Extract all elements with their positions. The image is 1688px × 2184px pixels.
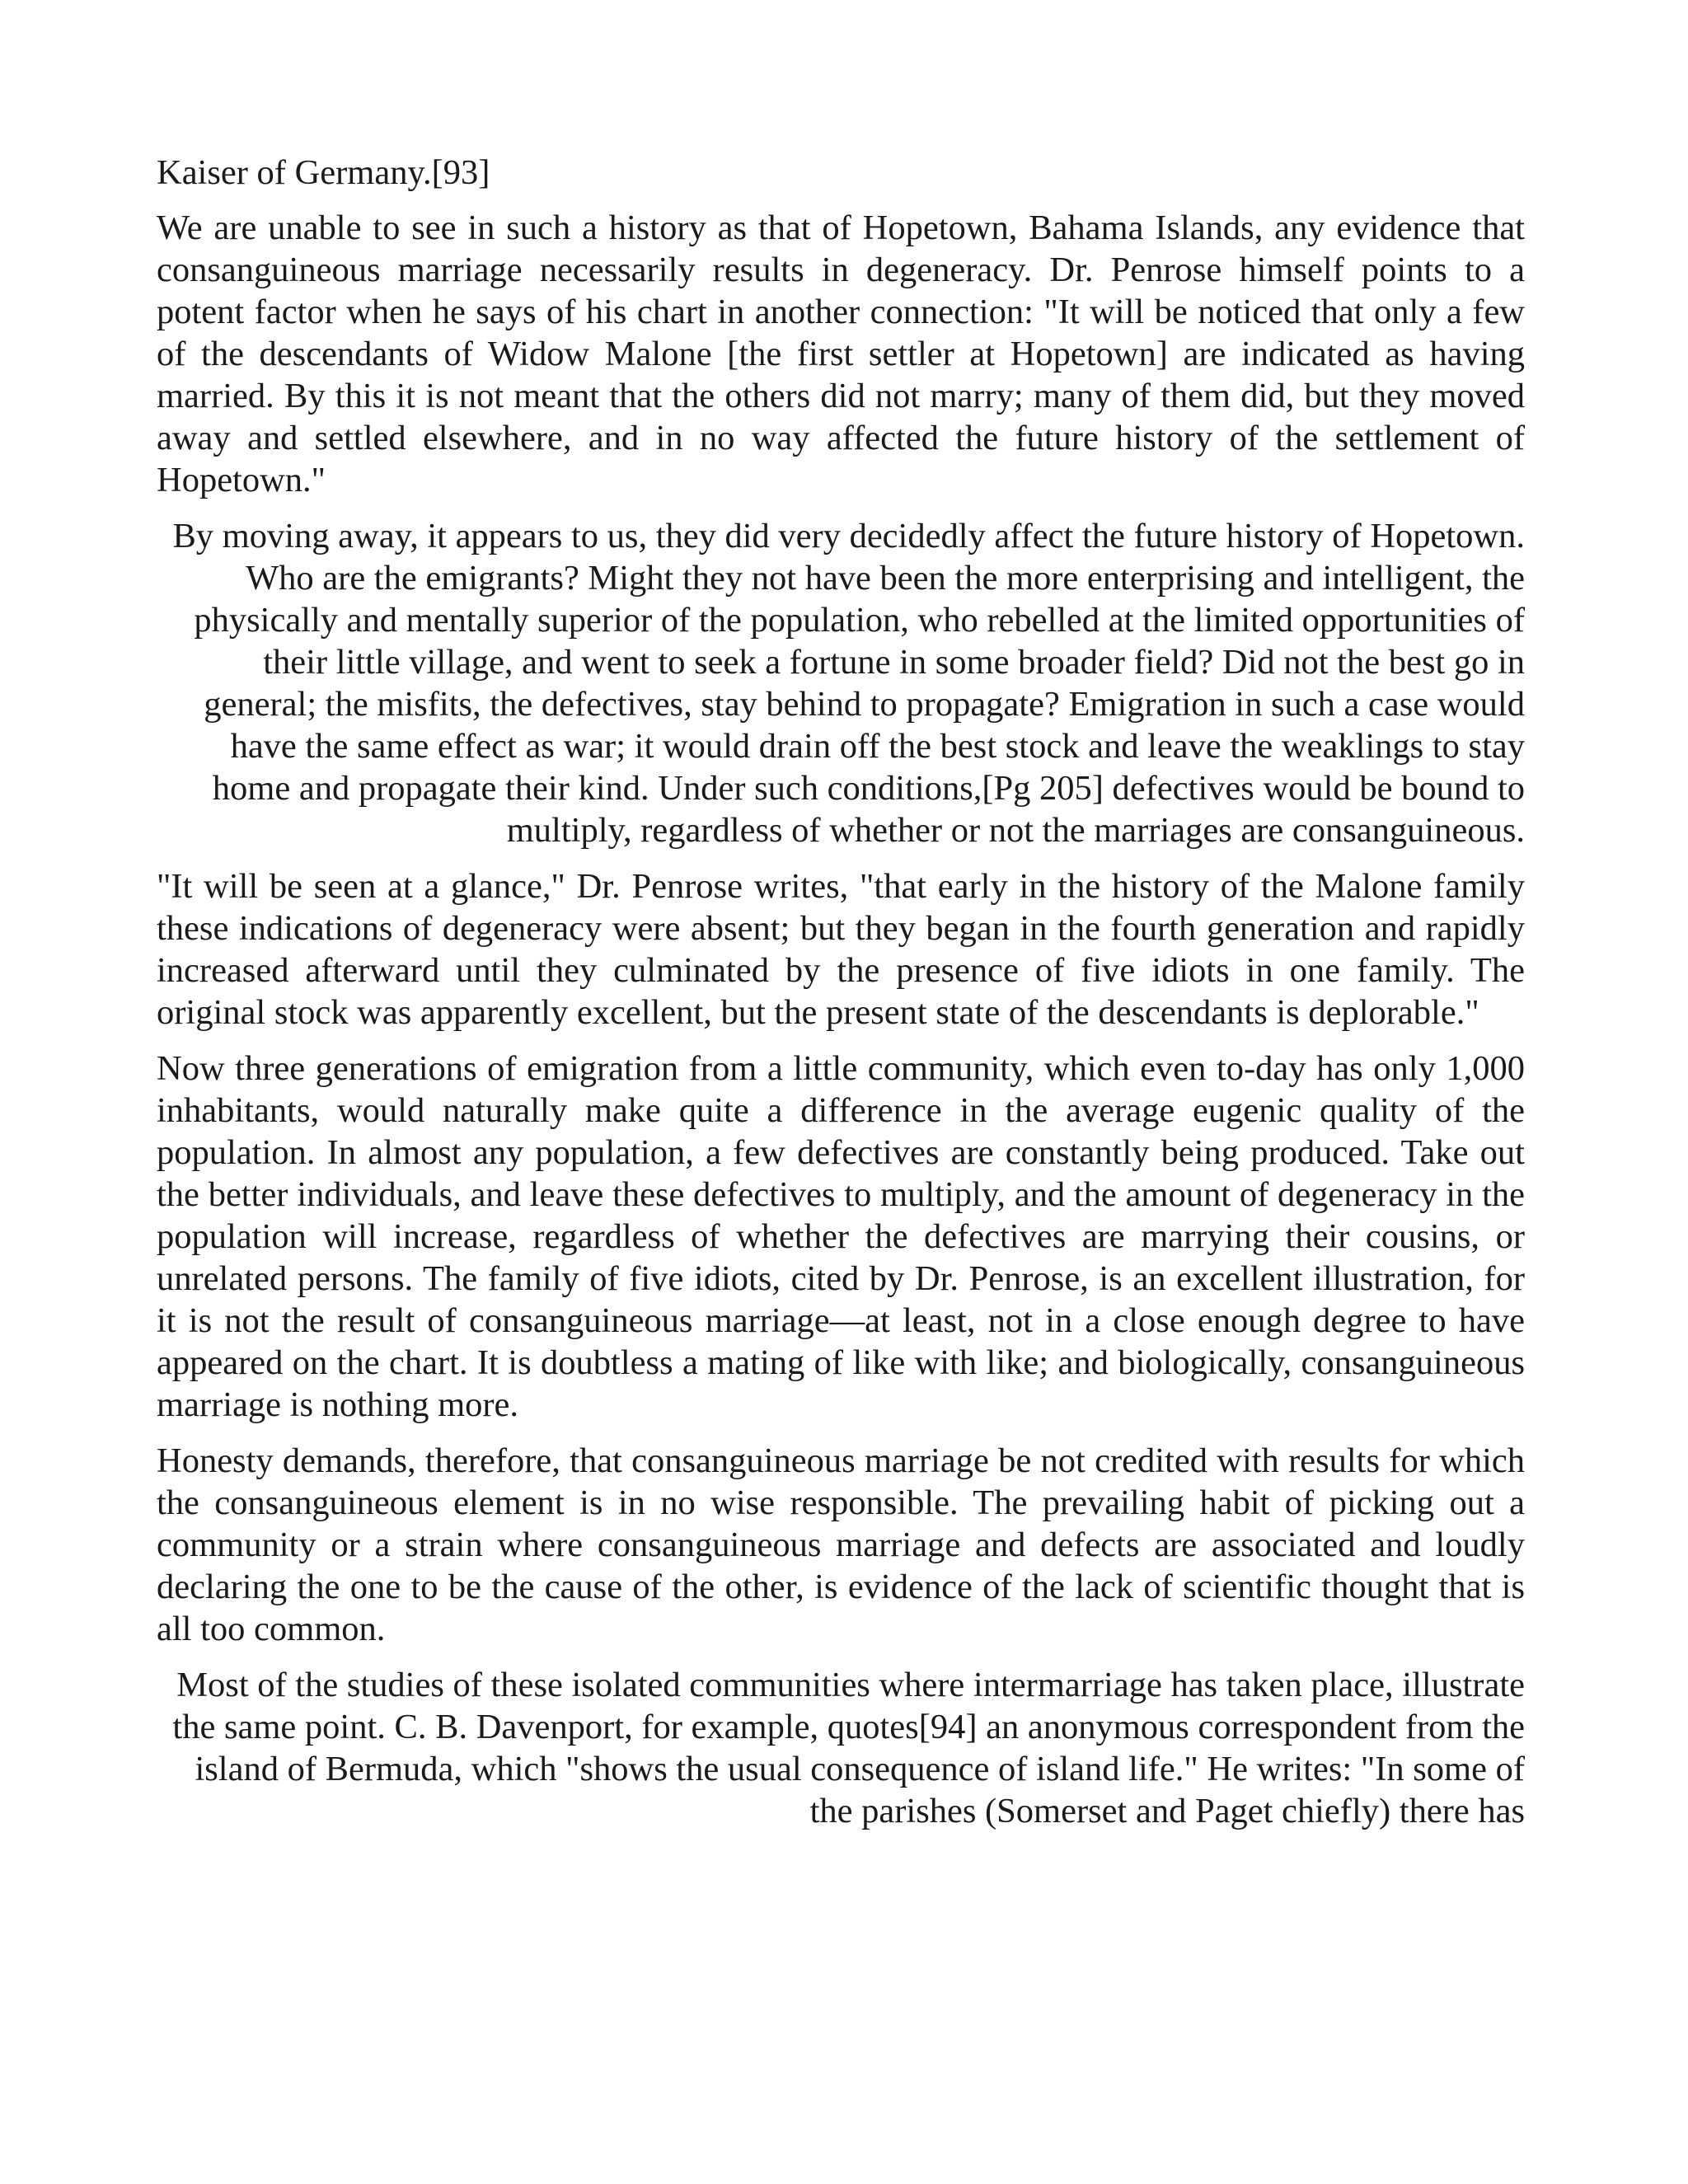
paragraph-honesty-demands: Honesty demands, therefore, that consanguineous marriage be not credited with results for which the consanguineous element is in no wise responsible. The prevailing habit of picking out a community or a strain where consanguineous marriage and defects are associated and loudly declaring the one to be the cause of the other, is evidence of the lack of scientific thought that is all too common.: [157, 1441, 1525, 1648]
paragraph-moving-away: By moving away, it appears to us, they did very decidedly affect the future history of Hopetown. Who are the emigrants? Might they not have been the more enterprising and intelligent, the physically and mentally superior of the population, who rebelled at the limited opportunities of their little village, and went to seek a fortune in some broader field? Did not the best go in general; the misfits, the defectives, stay behind to propagate? Emigration in such a case would have the same effect as war; it would drain off the best stock and leave the weaklings to stay home and propagate their kind. Under such conditions,[Pg 205] defectives would be bound to multiply, regardless of whether or not the marriages are consanguineous.: [172, 517, 1525, 850]
paragraph-hopetown-history: We are unable to see in such a history as that of Hopetown, Bahama Islands, any evidence that consanguineous marriage necessarily results in degeneracy. Dr. Penrose himself points to a potent factor when he says of his chart in another connection: "It will be noticed that only a few of the descendants of Widow Malone [the first settler at Hopetown] are indicated as having married. By this it is not meant that the others did not marry; many of them did, but they moved away and settled elsewhere, and in no way affected the future history of the settlement of Hopetown.": [157, 209, 1525, 499]
document-page: [157, 152, 1525, 1846]
paragraph-penrose-quote: "It will be seen at a glance," Dr. Penrose writes, "that early in the history of the Malone family these indications of degeneracy were absent; but they began in the fourth generation and rapidly increased afterward until they culminated by the presence of five idiots in one family. The original stock was apparently excellent, but the present state of the descendants is deplorable.": [157, 867, 1525, 1032]
paragraph-kaiser-of-germany: Kaiser of Germany.[93]: [157, 153, 490, 192]
paragraph-isolated-communities: Most of the studies of these isolated communities where intermarriage has taken place, illustrate the same point. C. B. Davenport, for example, quotes[94] an anonymous correspondent from the island of Bermuda, which "shows the usual consequence of island life." He writes: "In some of the parishes (Somerset and Paget chiefly) there has: [172, 1666, 1525, 1830]
paragraph-three-generations: Now three generations of emigration from a little community, which even to-day has only 1,000 inhabitants, would naturally make quite a difference in the average eugenic quality of the population. In almost any population, a few defectives are constantly being produced. Take out the better individuals, and leave these defectives to multiply, and the amount of degeneracy in the population will increase, regardless of whether the defectives are marrying their cousins, or unrelated persons. The family of five idiots, cited by Dr. Penrose, is an excellent illustration, for it is not the result of consanguineous marriage—at least, not in a close enough degree to have appeared on the chart. It is doubtless a mating of like with like; and biologically, consanguineous marriage is nothing more.: [157, 1049, 1525, 1424]
